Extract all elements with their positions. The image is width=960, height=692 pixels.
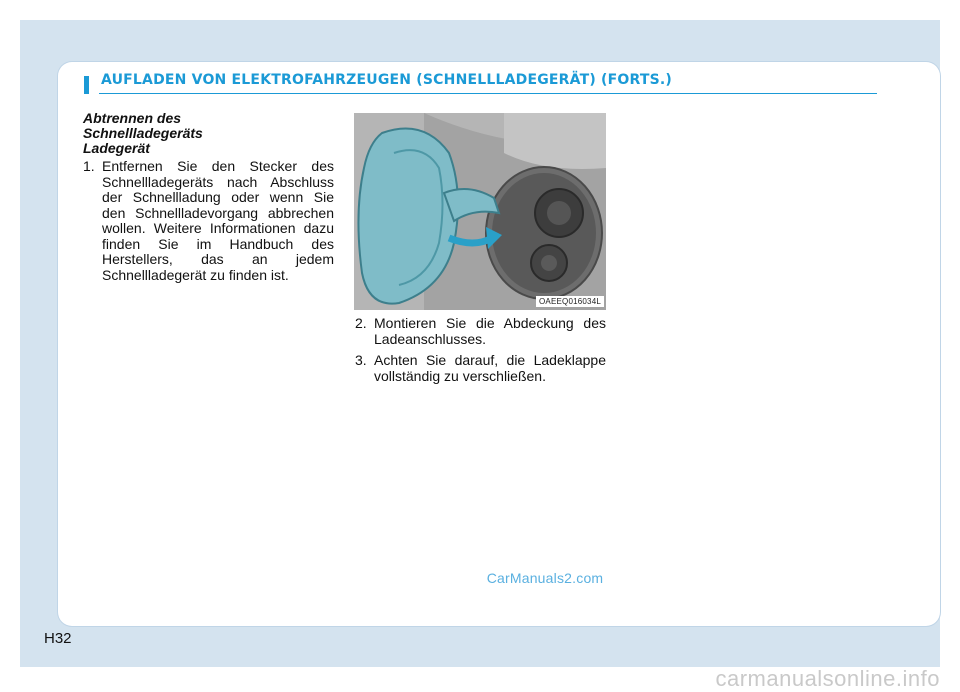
heading-line-3: Ladegerät (83, 140, 150, 156)
step-text: Achten Sie darauf, die Ladeklappe vollständig zu verschließen. (374, 352, 606, 384)
step-number: 2. (355, 315, 367, 331)
watermark-link[interactable]: CarManuals2.com (486, 570, 604, 586)
subsection-heading (83, 111, 334, 156)
step-text: Montieren Sie die Abdeckung des Ladeanschlusses. (374, 315, 606, 347)
charging-port-drawing (354, 113, 606, 310)
section-title: AUFLADEN VON ELEKTROFAHRZEUGEN (SCHNELLLADEGERÄT) (FORTS.) (101, 72, 672, 88)
title-accent-bar (84, 76, 89, 94)
step-number: 1. (83, 158, 95, 174)
step-item-2 (355, 316, 606, 347)
page-number: H32 (44, 630, 72, 647)
title-underline (99, 93, 877, 94)
step-item-3 (355, 353, 606, 384)
step-item-1 (83, 159, 334, 283)
step-text: Entfernen Sie den Stecker des Schnellladegeräts nach Abschluss der Schnellladung oder wenn Sie den Schnellladevorgang abbrechen wollen. Weitere Informationen dazu finden Sie im Handbuch des Herstellers, das an jedem Schnellladegerät zu finden ist. (102, 158, 334, 283)
heading-line-1: Abtrennen des (83, 110, 182, 126)
right-column (355, 316, 606, 390)
charging-port-illustration (354, 113, 606, 310)
step-number: 3. (355, 352, 367, 368)
left-column (83, 111, 334, 289)
figure-code: OAEEQ016034L (536, 296, 604, 307)
footer-watermark: carmanualsonline.info (715, 666, 940, 691)
heading-line-2: Schnellladegeräts (83, 125, 203, 141)
